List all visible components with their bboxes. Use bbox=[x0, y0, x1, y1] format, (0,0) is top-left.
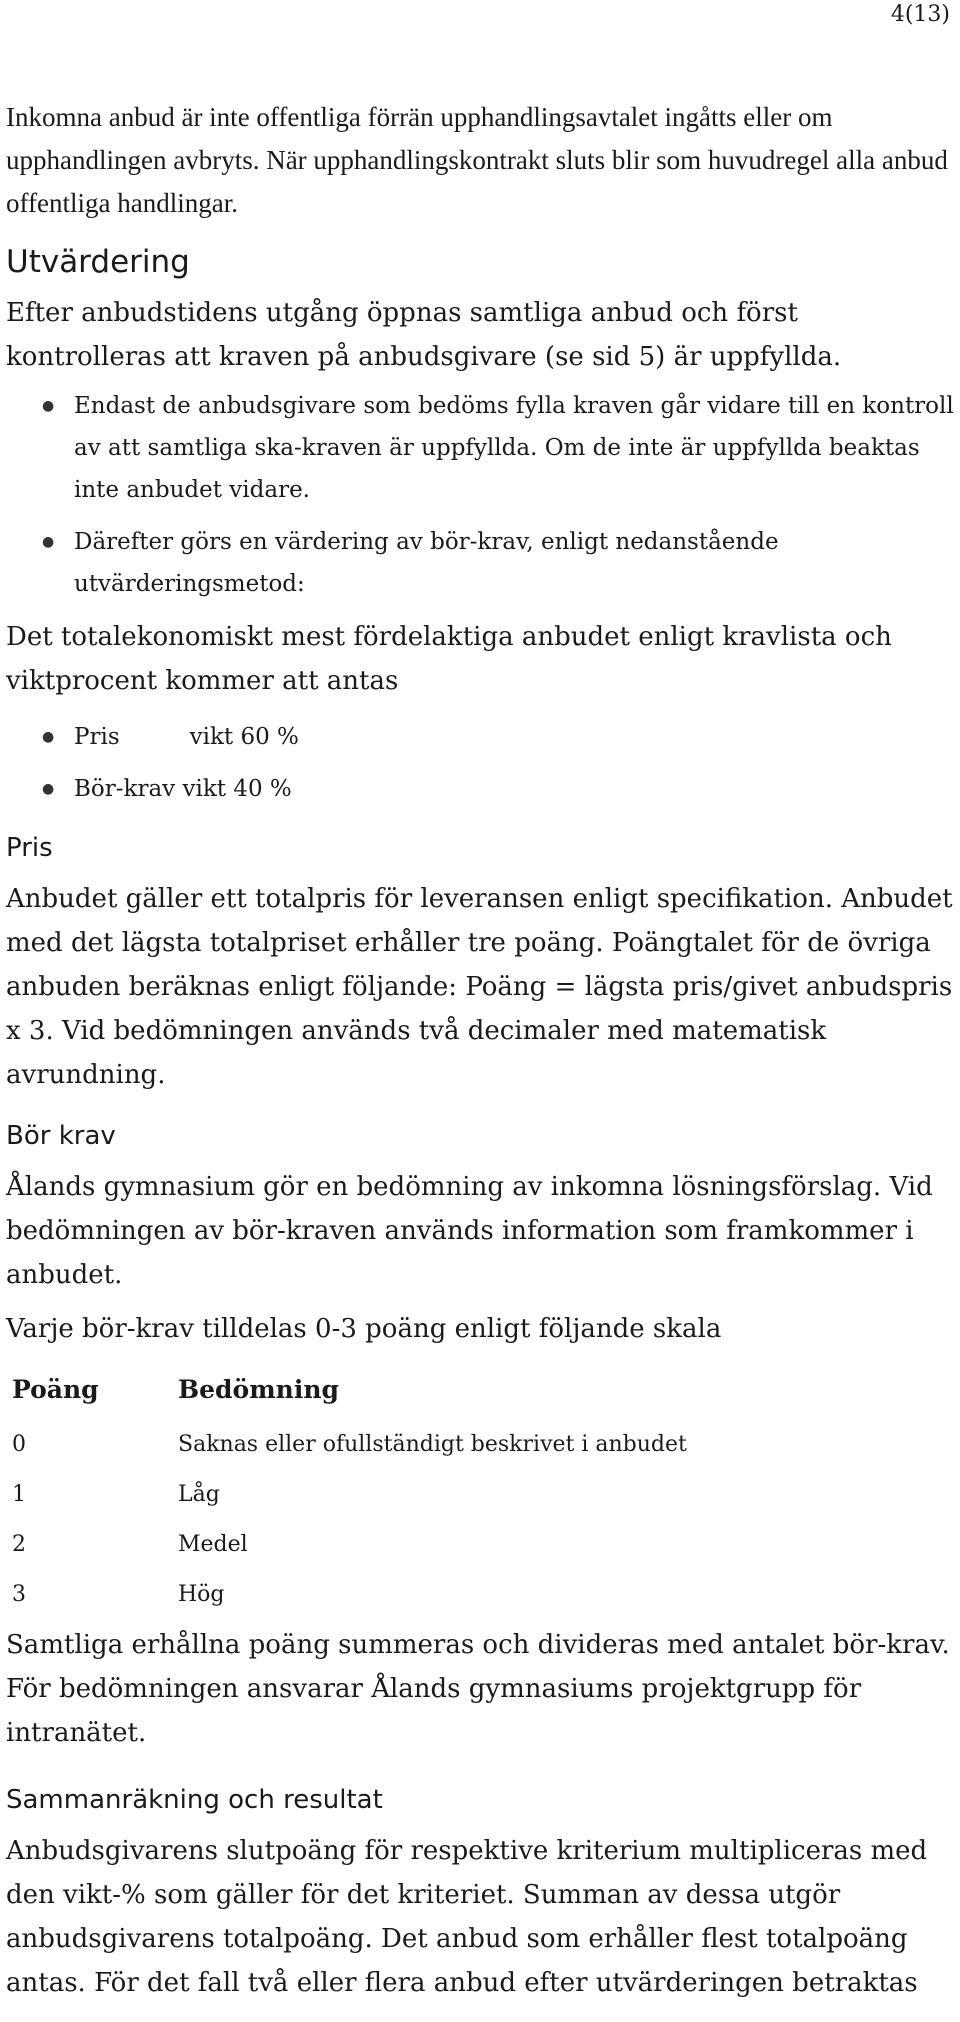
weight-value: vikt 40 % bbox=[182, 776, 292, 802]
page-number: 4(13) bbox=[890, 2, 950, 27]
weight-label: Bör-krav bbox=[74, 776, 176, 802]
sammanrakning-paragraph: Anbudsgivarens slutpoäng för respektive kriterium multipliceras med den vikt-% som gäller för det kriteriet. Summan av dessa utgör anbudsgivarens totalpoäng. Det anbud som erhåller flest totalpoäng antas. För det fall två eller flera anbud efter utvärderingen betraktas bbox=[6, 1836, 928, 1998]
table-row bbox=[6, 1419, 687, 1469]
bullet-icon: ● bbox=[42, 534, 55, 550]
list-item bbox=[36, 711, 956, 763]
weights-list bbox=[36, 711, 956, 815]
heading-utvardering: Utvärdering bbox=[6, 244, 190, 280]
table-header-poang: Poäng bbox=[12, 1374, 99, 1404]
bullet-icon: ● bbox=[42, 729, 55, 745]
document-body bbox=[6, 96, 956, 2005]
method-paragraph: Det totalekonomiskt mest fördelaktiga anbudet enligt kravlista och viktprocent kommer att antas bbox=[6, 622, 892, 696]
table-cell: 1 bbox=[12, 1481, 26, 1507]
evaluation-steps-list bbox=[36, 385, 956, 605]
heading-pris: Pris bbox=[6, 833, 53, 863]
heading-bor-krav: Bör krav bbox=[6, 1121, 116, 1151]
list-item bbox=[36, 385, 956, 511]
table-cell: Saknas eller ofullständigt beskrivet i anbudet bbox=[178, 1431, 687, 1457]
table-row bbox=[6, 1469, 687, 1519]
table-row bbox=[6, 1569, 687, 1619]
table-cell: Låg bbox=[178, 1481, 220, 1507]
table-header-bedomning: Bedömning bbox=[178, 1374, 339, 1404]
bullet-icon: ● bbox=[42, 781, 55, 797]
pris-paragraph: Anbudet gäller ett totalpris för leveransen enligt specifikation. Anbudet med det lägsta totalpriset erhåller tre poäng. Poängtalet för de övriga anbuden beräknas enligt följande: Poäng = lägsta pris/givet anbudspris x 3. Vid bedömningen används två decimaler med matematisk avrundning. bbox=[6, 884, 953, 1090]
table-row bbox=[6, 1519, 687, 1569]
table-cell: Medel bbox=[178, 1531, 248, 1557]
table-cell: Hög bbox=[178, 1581, 225, 1607]
table-header-row bbox=[6, 1359, 687, 1419]
bor-krav-paragraph: Ålands gymnasium gör en bedömning av inkomna lösningsförslag. Vid bedömningen av bör-kraven används information som framkommer i anbudet. bbox=[6, 1172, 933, 1290]
table-cell: 3 bbox=[12, 1581, 26, 1607]
list-item-text: Därefter görs en värdering av bör-krav, enligt nedanstående utvärderingsmetod: bbox=[74, 529, 779, 597]
bullet-icon: ● bbox=[42, 398, 55, 414]
list-item bbox=[36, 521, 956, 605]
list-item-text: Endast de anbudsgivare som bedöms fylla kraven går vidare till en kontroll av att samtliga ska-kraven är uppfyllda. Om de inte är uppfyllda beaktas inte anbudet vidare. bbox=[74, 393, 954, 503]
scoring-table bbox=[6, 1359, 687, 1619]
weight-value: vikt 60 % bbox=[189, 724, 299, 750]
heading-sammanrakning: Sammanräkning och resultat bbox=[6, 1785, 383, 1815]
table-cell: 0 bbox=[12, 1431, 26, 1457]
weight-label: Pris bbox=[74, 724, 120, 750]
intro-paragraph: Inkomna anbud är inte offentliga förrän upphandlingsavtalet ingåtts eller om upphandlingen avbryts. När upphandlingskontrakt sluts blir som huvudregel alla anbud offentliga handlingar. bbox=[6, 102, 948, 218]
scale-intro-paragraph: Varje bör-krav tilldelas 0-3 poäng enligt följande skala bbox=[6, 1314, 722, 1344]
list-item bbox=[36, 763, 956, 815]
summation-paragraph: Samtliga erhållna poäng summeras och divideras med antalet bör-krav. För bedömningen ansvarar Ålands gymnasiums projektgrupp för intranätet. bbox=[6, 1630, 950, 1748]
utvardering-paragraph: Efter anbudstidens utgång öppnas samtliga anbud och först kontrolleras att kraven på anbudsgivare (se sid 5) är uppfyllda. bbox=[6, 298, 842, 372]
table-cell: 2 bbox=[12, 1531, 26, 1557]
